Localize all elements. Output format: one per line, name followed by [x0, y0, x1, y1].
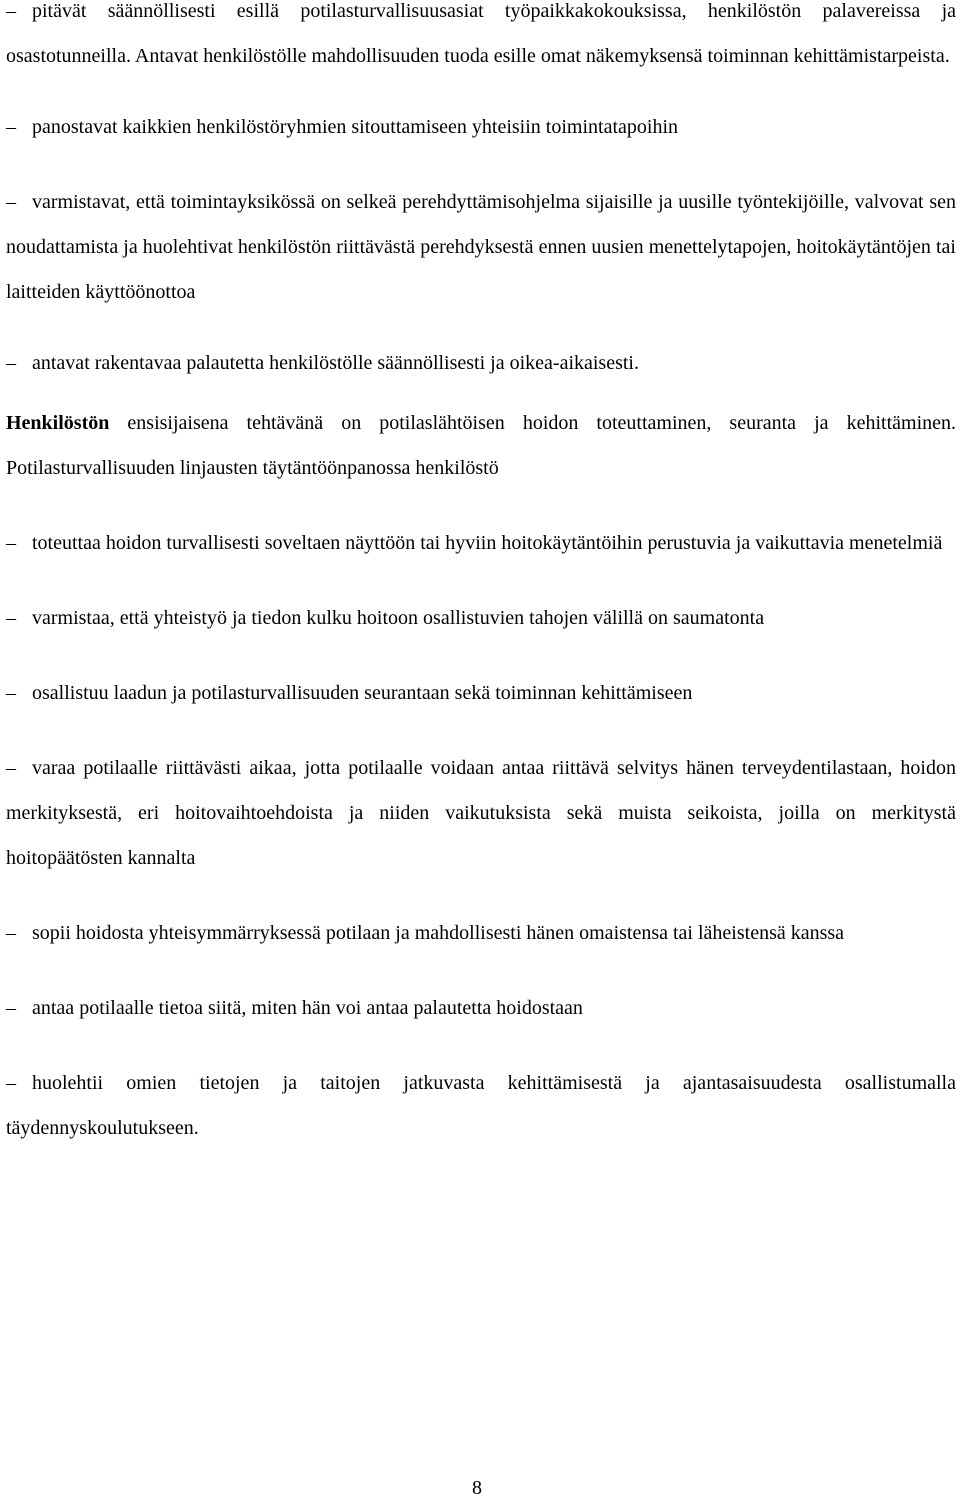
- dash-bullet: –: [6, 352, 16, 374]
- body-paragraph: [6, 401, 956, 491]
- list-item-text: sopii hoidosta yhteisymmärryksessä potilaan ja mahdollisesti hänen omaistensa tai läheistensä kanssa: [32, 922, 845, 944]
- dash-bullet: –: [6, 607, 16, 629]
- paragraph-lead: Henkilöstön: [6, 412, 110, 434]
- list-item-text: antavat rakentavaa palautetta henkilöstölle säännöllisesti ja oikea-aikaisesti.: [32, 352, 639, 374]
- list-item: [6, 596, 956, 641]
- list-item-text: antaa potilaalle tietoa siitä, miten hän voi antaa palautetta hoidostaan: [32, 997, 583, 1019]
- list-item-text: toteuttaa hoidon turvallisesti soveltaen näyttöön tai hyviin hoitokäytäntöihin perustuvia ja vaikuttavia menetelmiä: [32, 532, 943, 554]
- list-item: [6, 105, 956, 150]
- document-page: [6, 0, 956, 1151]
- list-item: [6, 341, 956, 386]
- dash-bullet: –: [6, 0, 16, 22]
- dash-bullet: –: [6, 997, 16, 1019]
- list-item-text: panostavat kaikkien henkilöstöryhmien sitouttamiseen yhteisiin toimintatapoihin: [32, 116, 679, 138]
- list-item: [6, 671, 956, 716]
- list-item-text: huolehtii omien tietojen ja taitojen jatkuvasta kehittämisestä ja ajantasaisuudesta osallistumalla täydennyskoulutukseen.: [6, 1072, 956, 1139]
- list-item: [6, 1061, 956, 1151]
- list-item: [6, 986, 956, 1031]
- dash-bullet: –: [6, 1072, 16, 1094]
- list-item-text: osallistuu laadun ja potilasturvallisuuden seurantaan sekä toiminnan kehittämiseen: [32, 682, 693, 704]
- dash-bullet: –: [6, 116, 16, 138]
- list-item: [6, 746, 956, 881]
- list-item-text: varmistavat, että toimintayksikössä on selkeä perehdyttämisohjelma sijaisille ja uusille työntekijöille, valvovat sen noudattamista ja huolehtivat henkilöstön riittävästä perehdyksestä ennen uusien menettelytapojen, hoitokäytäntöjen tai laitteiden käyttöönottoa: [6, 191, 956, 303]
- list-item-text: pitävät säännöllisesti esillä potilasturvallisuusasiat työpaikkakokouksissa, henkilöstön palavereissa ja osastotunneilla. Antavat henkilöstölle mahdollisuuden tuoda esille omat näkemyksensä toiminnan kehittämistarpeista.: [6, 0, 956, 67]
- list-item: [6, 521, 956, 566]
- list-item: [6, 180, 956, 315]
- list-item-text: varaa potilaalle riittävästi aikaa, jotta potilaalle voidaan antaa riittävä selvitys hänen terveydentilastaan, hoidon merkityksestä, eri hoitovaihtoehdoista ja niiden vaikutuksista sekä muista seikoista, joilla on merkitystä hoitopäätösten kannalta: [6, 757, 956, 869]
- dash-bullet: –: [6, 191, 16, 213]
- dash-bullet: –: [6, 532, 16, 554]
- dash-bullet: –: [6, 682, 16, 704]
- page-number: 8: [472, 1477, 482, 1499]
- dash-bullet: –: [6, 922, 16, 944]
- paragraph-text: ensisijaisena tehtävänä on potilaslähtöisen hoidon toteuttaminen, seuranta ja kehittäminen. Potilasturvallisuuden linjausten täytäntöönpanossa henkilöstö: [6, 412, 956, 479]
- dash-bullet: –: [6, 757, 16, 779]
- list-item-text: varmistaa, että yhteistyö ja tiedon kulku hoitoon osallistuvien tahojen välillä on saumatonta: [32, 607, 765, 629]
- list-item: [6, 0, 956, 79]
- list-item: [6, 911, 956, 956]
